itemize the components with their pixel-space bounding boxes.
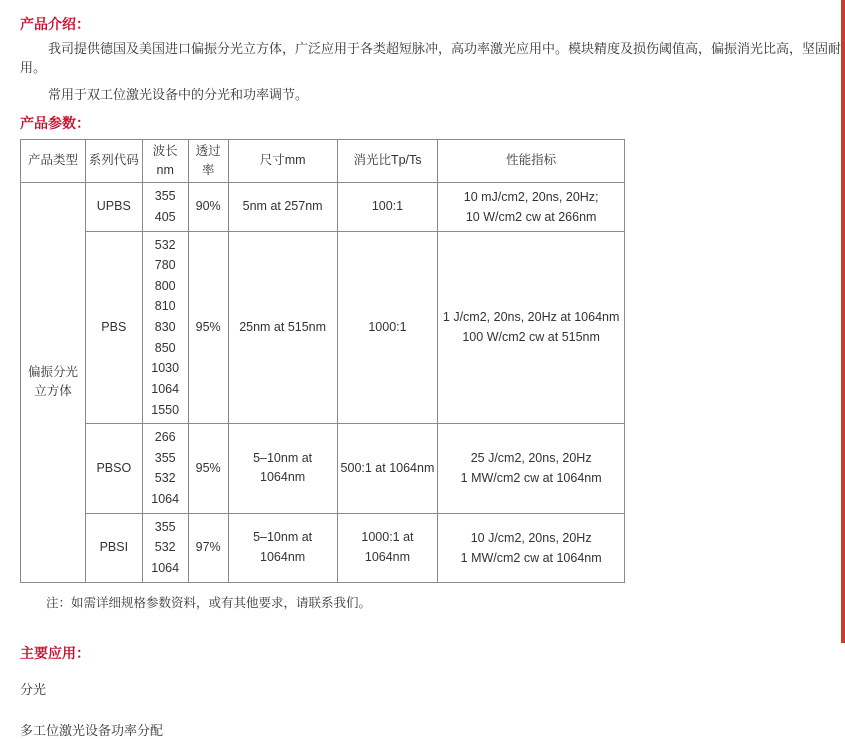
cell-performance <box>438 231 625 424</box>
column-header-extinction-ratio: 消光比Tp/Ts <box>337 139 438 183</box>
applications-section-title: 主要应用： <box>20 644 90 661</box>
column-header-transmittance: 透过率 <box>188 139 228 183</box>
table-header-row <box>21 139 625 183</box>
intro-paragraph: 我司提供德国及美国进口偏振分光立方体，广泛应用于各类超短脉冲，高功率激光应用中。模块精度及损伤阈值高，偏振消光比高，坚固耐用。 <box>20 41 842 75</box>
performance-line: 10 mJ/cm2, 20ns, 20Hz; <box>463 189 599 204</box>
wavelength-value: 1064 <box>151 381 180 396</box>
wavelength-value: 355 <box>154 189 176 204</box>
intro-section <box>20 40 845 105</box>
cell-series-code: PBSO <box>86 424 143 514</box>
column-header-series-code: 系列代码 <box>86 139 143 183</box>
params-section-title: 产品参数： <box>20 114 90 131</box>
performance-line: 1 MW/cm2 cw at 1064nm <box>460 550 602 565</box>
cell-series-code: PBSI <box>86 513 143 582</box>
cell-wavelengths <box>142 424 188 514</box>
wavelength-value: 532 <box>154 237 176 252</box>
performance-line: 10 W/cm2 cw at 266nm <box>465 209 597 224</box>
wavelength-value: 800 <box>154 278 176 293</box>
cell-wavelengths <box>142 183 188 231</box>
list-item: 多工位激光设备功率分配 <box>20 722 164 738</box>
applications-list <box>20 679 845 739</box>
cell-series-code: PBS <box>86 231 143 424</box>
cell-extinction-ratio: 100:1 <box>337 183 438 231</box>
cell-wavelengths <box>142 231 188 424</box>
cell-transmittance: 95% <box>188 231 228 424</box>
wavelength-value: 405 <box>154 209 176 224</box>
intro-paragraph: 常用于双工位激光设备中的分光和功率调节。 <box>48 86 309 102</box>
cell-extinction-ratio: 500:1 at 1064nm <box>337 424 438 514</box>
column-header-product-type: 产品类型 <box>21 139 86 183</box>
wavelength-value: 1064 <box>151 560 180 575</box>
cell-size: 5–10nm at 1064nm <box>228 424 337 514</box>
cell-extinction-ratio: 1000:1 <box>337 231 438 424</box>
cell-transmittance: 95% <box>188 424 228 514</box>
cell-extinction-ratio: 1000:1 at 1064nm <box>337 513 438 582</box>
performance-line: 1 MW/cm2 cw at 1064nm <box>460 471 602 486</box>
wavelength-value: 830 <box>154 320 176 335</box>
table-row <box>21 513 625 582</box>
cell-performance <box>438 183 625 231</box>
wavelength-value: 532 <box>154 540 176 555</box>
wavelength-value: 355 <box>154 519 176 534</box>
cell-size: 5nm at 257nm <box>228 183 337 231</box>
table-note: 注：如需详细规格参数资料，或有其他要求，请联系我们。 <box>46 595 372 610</box>
wavelength-value: 1064 <box>151 492 180 507</box>
performance-line: 100 W/cm2 cw at 515nm <box>462 330 600 345</box>
column-header-size: 尺寸mm <box>228 139 337 183</box>
wavelength-value: 1030 <box>151 361 180 376</box>
performance-line: 10 J/cm2, 20ns, 20Hz <box>470 530 592 545</box>
wavelength-value: 810 <box>154 299 176 314</box>
column-header-wavelength: 波长nm <box>142 139 188 183</box>
wavelength-value: 355 <box>154 450 176 465</box>
product-parameters-table <box>20 139 625 583</box>
performance-line: 1 J/cm2, 20ns, 20Hz at 1064nm <box>442 310 620 325</box>
wavelength-value: 780 <box>154 258 176 273</box>
cell-product-type <box>21 183 86 582</box>
table-row <box>21 424 625 514</box>
wavelength-value: 1550 <box>151 402 180 417</box>
cell-size: 5–10nm at 1064nm <box>228 513 337 582</box>
cell-series-code: UPBS <box>86 183 143 231</box>
wavelength-value: 266 <box>154 430 176 445</box>
table-row <box>21 183 625 231</box>
performance-line: 25 J/cm2, 20ns, 20Hz <box>470 451 592 466</box>
wavelength-value: 532 <box>154 471 176 486</box>
cell-transmittance: 97% <box>188 513 228 582</box>
intro-section-title: 产品介绍： <box>20 16 90 32</box>
column-header-performance: 性能指标 <box>438 139 625 183</box>
cell-size: 25nm at 515nm <box>228 231 337 424</box>
cell-performance <box>438 424 625 514</box>
table-row <box>21 231 625 424</box>
cell-performance <box>438 513 625 582</box>
product-type-label: 偏振分光立方体 <box>27 365 78 399</box>
wavelength-value: 850 <box>154 340 176 355</box>
page-right-accent-bar <box>841 0 845 643</box>
list-item: 分光 <box>20 681 47 697</box>
cell-wavelengths <box>142 513 188 582</box>
cell-transmittance: 90% <box>188 183 228 231</box>
